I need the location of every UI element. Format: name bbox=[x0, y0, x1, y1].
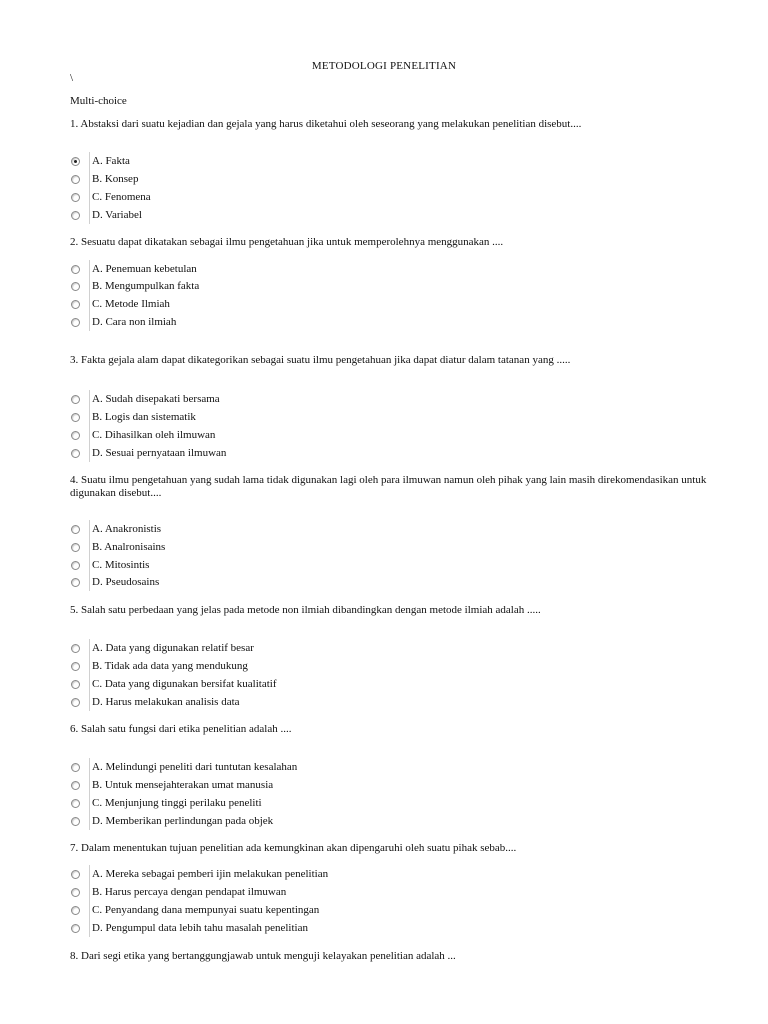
option-label: C. Menjunjung tinggi perilaku peneliti bbox=[89, 794, 262, 812]
question-1-option-c[interactable] bbox=[70, 188, 151, 206]
question-7-text: 7. Dalam menentukan tujuan penelitian ada kemungkinan akan dipengaruhi oleh suatu pihak sebab.... bbox=[70, 842, 517, 854]
question-4-option-d[interactable] bbox=[70, 573, 160, 591]
question-2-option-d[interactable] bbox=[70, 313, 177, 331]
radio-icon[interactable] bbox=[71, 413, 80, 422]
option-label: C. Fenomena bbox=[89, 188, 151, 206]
question-7-option-d[interactable] bbox=[70, 919, 308, 937]
option-label: D. Pseudosains bbox=[89, 573, 159, 591]
question-3-option-a[interactable] bbox=[70, 390, 220, 408]
question-1-text: 1. Abstaksi dari suatu kejadian dan gejala yang harus diketahui oleh seseorang yang melakukan penelitian disebut.... bbox=[70, 118, 582, 130]
question-2-option-a[interactable] bbox=[70, 260, 197, 278]
option-label: A. Anakronistis bbox=[89, 520, 161, 538]
question-6-option-a[interactable] bbox=[70, 758, 298, 776]
option-label: C. Data yang digunakan bersifat kualitatif bbox=[89, 675, 277, 693]
question-2-option-b[interactable] bbox=[70, 277, 200, 295]
option-label: D. Memberikan perlindungan pada objek bbox=[89, 812, 273, 830]
question-3-option-c[interactable] bbox=[70, 426, 216, 444]
question-5-option-a[interactable] bbox=[70, 639, 254, 657]
radio-icon[interactable] bbox=[71, 525, 80, 534]
question-5-option-b[interactable] bbox=[70, 657, 248, 675]
option-label: D. Variabel bbox=[89, 206, 142, 224]
radio-icon[interactable] bbox=[71, 175, 80, 184]
question-7-option-b[interactable] bbox=[70, 883, 287, 901]
option-label: A. Mereka sebagai pemberi ijin melakukan penelitian bbox=[89, 865, 328, 883]
option-label: B. Konsep bbox=[89, 170, 138, 188]
question-6-option-c[interactable] bbox=[70, 794, 262, 812]
radio-checked-icon[interactable] bbox=[71, 157, 80, 166]
question-2-text: 2. Sesuatu dapat dikatakan sebagai ilmu pengetahuan jika untuk memperolehnya menggunakan .... bbox=[70, 236, 504, 248]
option-label: C. Mitosintis bbox=[89, 556, 149, 574]
option-label: B. Mengumpulkan fakta bbox=[89, 277, 199, 295]
question-4-text: 4. Suatu ilmu pengetahuan yang sudah lama tidak digunakan lagi oleh para ilmuwan namun oleh pihak yang lain masih direkomendasikan untuk digunakan disebut.... bbox=[70, 474, 707, 499]
option-label: B. Untuk mensejahterakan umat manusia bbox=[89, 776, 273, 794]
option-label: A. Sudah disepakati bersama bbox=[89, 390, 220, 408]
option-label: B. Harus percaya dengan pendapat ilmuwan bbox=[89, 883, 286, 901]
question-1-option-b[interactable] bbox=[70, 170, 139, 188]
question-8-text: 8. Dari segi etika yang bertanggungjawab untuk menguji kelayakan penelitian adalah ... bbox=[70, 950, 456, 962]
radio-icon[interactable] bbox=[71, 644, 80, 653]
radio-icon[interactable] bbox=[71, 300, 80, 309]
radio-icon[interactable] bbox=[71, 543, 80, 552]
question-4-option-c[interactable] bbox=[70, 556, 150, 574]
option-label: C. Penyandang dana mempunyai suatu kepentingan bbox=[89, 901, 319, 919]
question-5-text: 5. Salah satu perbedaan yang jelas pada metode non ilmiah dibandingkan dengan metode ilmiah adalah ..... bbox=[70, 604, 541, 616]
question-2-option-c[interactable] bbox=[70, 295, 170, 313]
radio-icon[interactable] bbox=[71, 906, 80, 915]
option-label: B. Logis dan sistematik bbox=[89, 408, 196, 426]
radio-icon[interactable] bbox=[71, 870, 80, 879]
question-5-option-c[interactable] bbox=[70, 675, 277, 693]
radio-icon[interactable] bbox=[71, 763, 80, 772]
question-5-option-d[interactable] bbox=[70, 693, 240, 711]
question-3-option-b[interactable] bbox=[70, 408, 196, 426]
option-label: C. Dihasilkan oleh ilmuwan bbox=[89, 426, 215, 444]
option-label: D. Pengumpul data lebih tahu masalah penelitian bbox=[89, 919, 308, 937]
option-label: A. Fakta bbox=[89, 152, 130, 170]
option-label: D. Sesuai pernyataan ilmuwan bbox=[89, 444, 226, 462]
radio-icon[interactable] bbox=[71, 561, 80, 570]
radio-icon[interactable] bbox=[71, 888, 80, 897]
question-6-text: 6. Salah satu fungsi dari etika penelitian adalah .... bbox=[70, 723, 292, 735]
radio-icon[interactable] bbox=[71, 395, 80, 404]
radio-icon[interactable] bbox=[71, 680, 80, 689]
option-label: D. Cara non ilmiah bbox=[89, 313, 176, 331]
question-1-option-a[interactable] bbox=[70, 152, 130, 170]
question-4-option-b[interactable] bbox=[70, 538, 166, 556]
radio-icon[interactable] bbox=[71, 193, 80, 202]
option-label: D. Harus melakukan analisis data bbox=[89, 693, 240, 711]
radio-icon[interactable] bbox=[71, 662, 80, 671]
radio-icon[interactable] bbox=[71, 318, 80, 327]
question-3-option-d[interactable] bbox=[70, 444, 227, 462]
section-label: Multi-choice bbox=[70, 95, 127, 107]
radio-icon[interactable] bbox=[71, 431, 80, 440]
option-label: B. Analronisains bbox=[89, 538, 165, 556]
option-label: A. Melindungi peneliti dari tuntutan kesalahan bbox=[89, 758, 297, 776]
option-label: C. Metode Ilmiah bbox=[89, 295, 170, 313]
option-label: A. Penemuan kebetulan bbox=[89, 260, 197, 278]
question-1-option-d[interactable] bbox=[70, 206, 142, 224]
option-label: A. Data yang digunakan relatif besar bbox=[89, 639, 254, 657]
question-6-option-b[interactable] bbox=[70, 776, 274, 794]
radio-icon[interactable] bbox=[71, 282, 80, 291]
radio-icon[interactable] bbox=[71, 211, 80, 220]
radio-icon[interactable] bbox=[71, 578, 80, 587]
radio-icon[interactable] bbox=[71, 449, 80, 458]
radio-icon[interactable] bbox=[71, 698, 80, 707]
radio-icon[interactable] bbox=[71, 924, 80, 933]
backslash-text: \ bbox=[70, 72, 74, 84]
question-7-option-a[interactable] bbox=[70, 865, 329, 883]
radio-icon[interactable] bbox=[71, 799, 80, 808]
radio-icon[interactable] bbox=[71, 265, 80, 274]
radio-icon[interactable] bbox=[71, 817, 80, 826]
question-6-option-d[interactable] bbox=[70, 812, 274, 830]
page-title: METODOLOGI PENELITIAN bbox=[311, 60, 457, 72]
option-label: B. Tidak ada data yang mendukung bbox=[89, 657, 248, 675]
radio-icon[interactable] bbox=[71, 781, 80, 790]
question-4-option-a[interactable] bbox=[70, 520, 162, 538]
question-7-option-c[interactable] bbox=[70, 901, 320, 919]
question-3-text: 3. Fakta gejala alam dapat dikategorikan sebagai suatu ilmu pengetahuan jika dapat diatur dalam tatanan yang ..... bbox=[70, 354, 571, 366]
